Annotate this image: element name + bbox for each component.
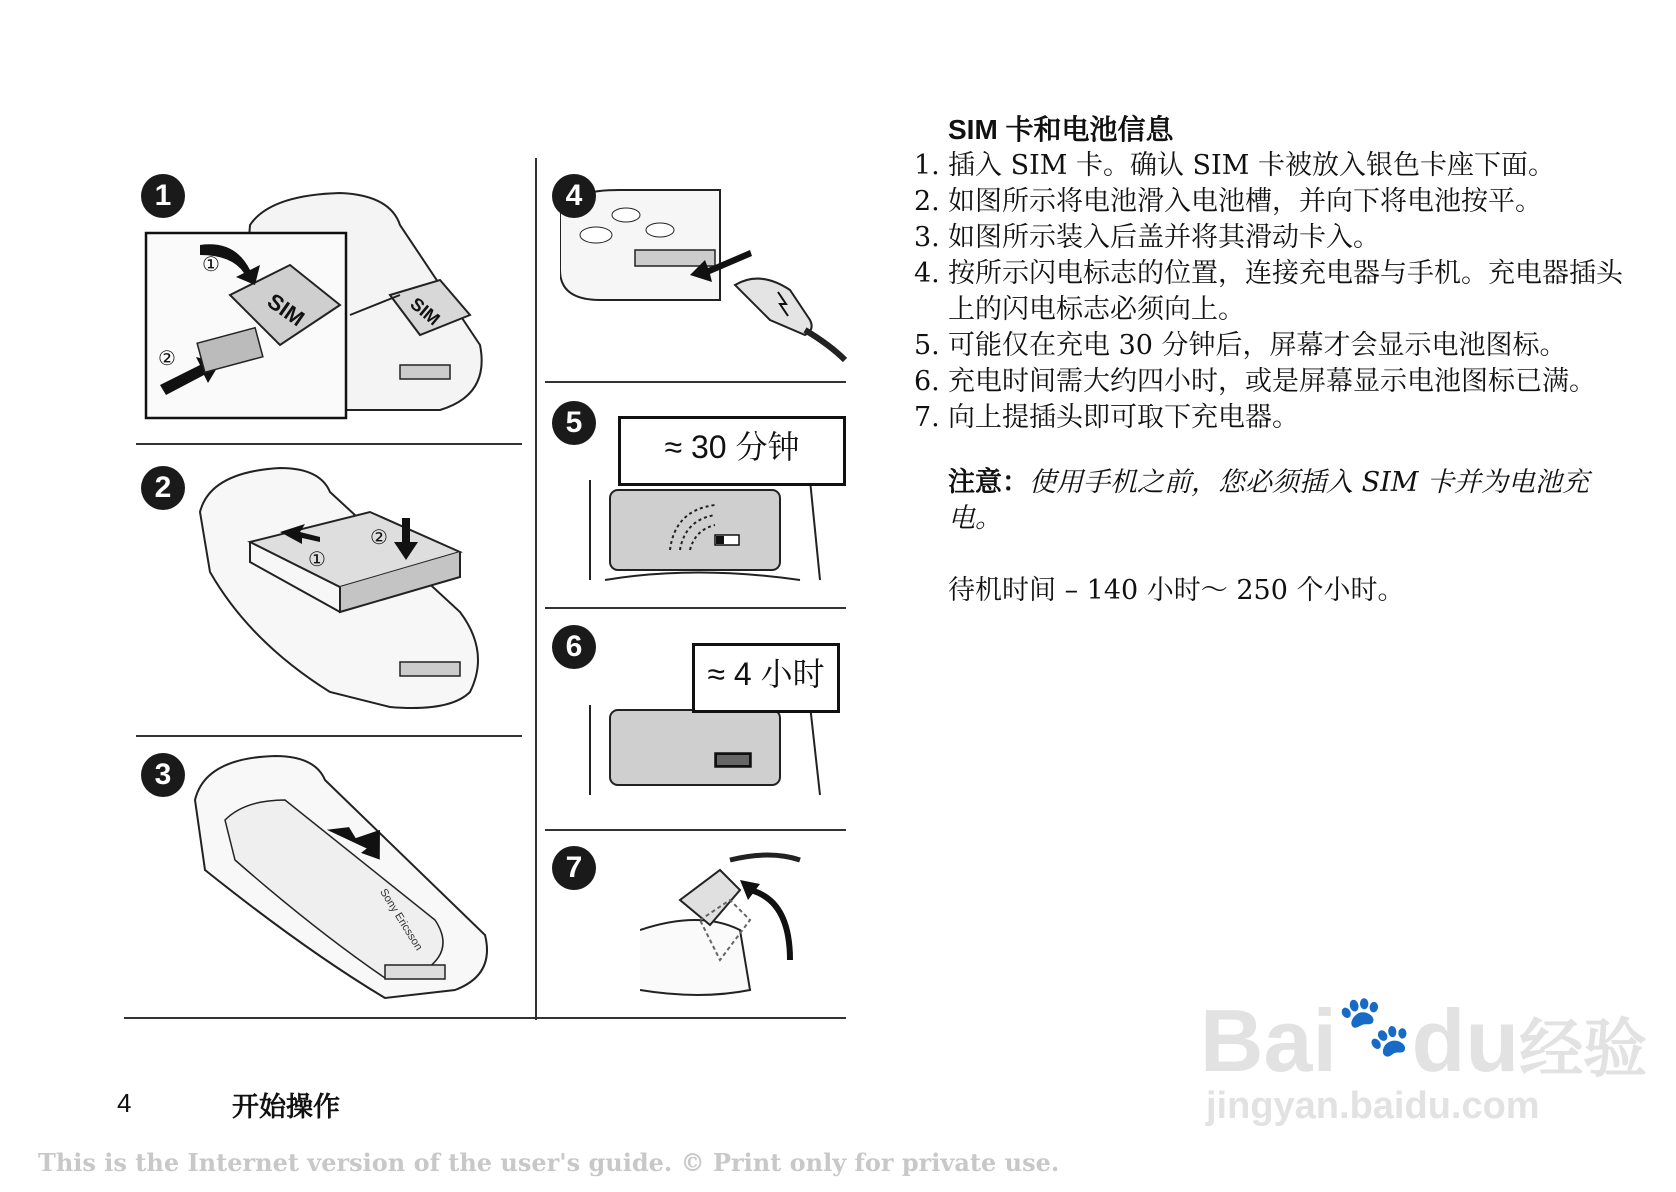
watermark-brand-2: du <box>1411 991 1520 1090</box>
back-cover-illustration <box>185 750 505 1005</box>
charge-30min-callout: ≈ 30 分钟 <box>618 416 846 486</box>
battery-step-2: ② <box>370 525 388 549</box>
charging-30min-illustration <box>585 470 825 590</box>
step-item: 6. 充电时间需大约四小时，或是屏幕显示电池图标已满。 <box>914 366 1596 397</box>
sim-card-label-2: SIM <box>406 293 444 330</box>
steps-list <box>900 148 1640 436</box>
step-item: 5. 可能仅在充电 30 分钟后，屏幕才会显示电池图标。 <box>914 330 1567 361</box>
note-paragraph <box>900 464 1640 537</box>
panel-number-6: 6 <box>552 625 596 669</box>
chapter-title: 开始操作 <box>232 1092 340 1122</box>
step-item: 2. 如图所示将电池滑入电池槽，并向下将电池按平。 <box>914 186 1542 217</box>
disclaimer-text: This is the Internet version of the user's guide. © Print only for private use. <box>38 1148 1060 1177</box>
charge-4h-callout: ≈ 4 小时 <box>692 643 840 713</box>
note-label: 注意： <box>948 467 1029 497</box>
battery-step-1: ① <box>308 547 326 571</box>
step-circle-2: ② <box>158 346 176 370</box>
baidu-watermark <box>1200 990 1647 1092</box>
watermark-brand: Bai <box>1200 991 1337 1090</box>
panel-number-4: 4 <box>552 174 596 218</box>
paw-icon: 🐾 <box>1336 992 1412 1059</box>
sim-insertion-illustration <box>140 185 530 425</box>
panel-number-5: 5 <box>552 401 596 445</box>
charger-connect-illustration <box>560 180 850 370</box>
standby-time: 待机时间 – 140 小时～ 250 个小时。 <box>948 575 1405 606</box>
section-title: SIM 卡和电池信息 <box>948 114 1174 145</box>
panel-number-1: 1 <box>141 174 185 218</box>
note-text: 使用手机之前，您必须插入 SIM 卡并为电池充电。 <box>948 467 1589 534</box>
step-item: 7. 向上提插头即可取下充电器。 <box>914 402 1299 433</box>
panel-number-7: 7 <box>552 846 596 890</box>
sim-card-label: SIM <box>262 288 310 332</box>
instructions-column <box>900 112 1640 609</box>
step-item: 1. 插入 SIM 卡。确认 SIM 卡被放入银色卡座下面。 <box>914 150 1555 181</box>
watermark-suffix: 经验 <box>1519 1013 1648 1085</box>
baidu-watermark-url: jingyan.baidu.com <box>1206 1085 1540 1127</box>
remove-charger-illustration <box>640 850 840 1000</box>
step-item: 3. 如图所示装入后盖并将其滑动卡入。 <box>914 222 1380 253</box>
panel-number-3: 3 <box>141 753 185 797</box>
step-circle-1: ① <box>202 252 220 276</box>
cover-brand-text: Sony Ericsson <box>377 886 425 953</box>
page-number: 4 <box>117 1088 132 1118</box>
step-item: 4. 按所示闪电标志的位置，连接充电器与手机。充电器插头上的闪电标志必须向上。 <box>914 258 1623 325</box>
battery-insertion-illustration <box>190 462 510 717</box>
panel-number-2: 2 <box>141 466 185 510</box>
